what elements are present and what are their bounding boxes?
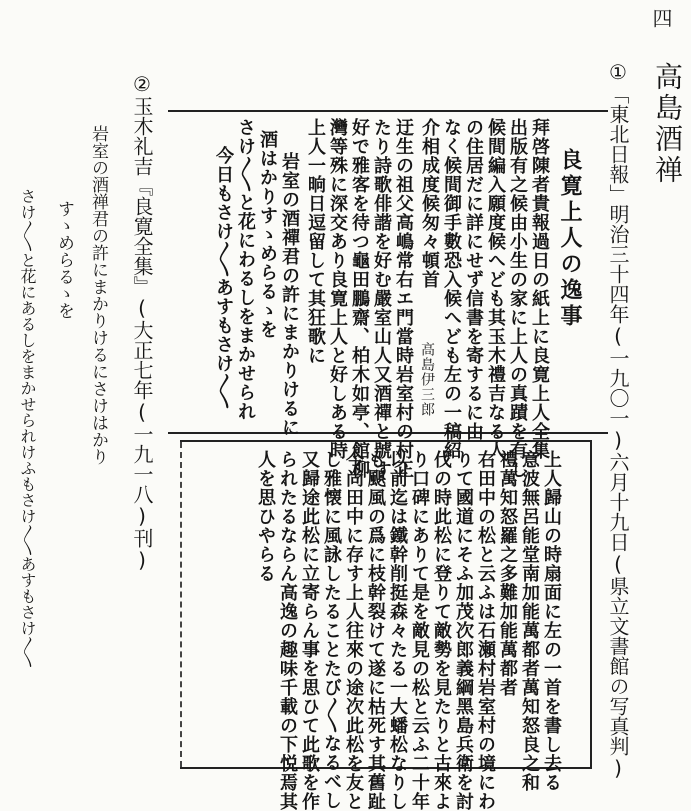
clip2-col: 伐の時此松に登りて敵勢を見たりと古來よ xyxy=(431,450,452,811)
clip1-col: 酒はかりすゝめらるゝを xyxy=(257,130,278,339)
clip1-col: 出版有之候由小生の家に上人の真蹟を有し xyxy=(507,118,528,479)
newspaper-clipping-1 xyxy=(168,110,608,479)
clip1-col: 拜啓陳者貴報過日の紙上に良寛上人全集 xyxy=(529,118,550,460)
page-number: 四 xyxy=(649,8,673,28)
clip2-col: 禮萬知怒羅之多難加能萬都者 xyxy=(497,450,518,697)
clip1-heading: 良寛上人の逸事 xyxy=(557,148,583,330)
note-1: ①「東北日報」明治三十四年(一九〇一)六月十九日(県立文書館の写真判) xyxy=(606,60,630,780)
clip1-col: たり詩歌俳諧を好む嚴室山人又酒禪と號す xyxy=(371,118,392,479)
poem-line-3: さけ〳〵と花にあるしをまかせられけふもさけ〳〵あすもさけ〳〵 xyxy=(18,188,37,668)
clip1-col: 今日もさけ〳〵あすもさけ〳〵 xyxy=(213,146,234,410)
clip2-col: 右田中の松と云ふは石瀬村岩室村の境にわ xyxy=(475,450,496,811)
clip1-col: なく候間御手數恐入候へども左の一稿紹 xyxy=(441,118,462,460)
poem-line-1: 岩室の酒禅君の許にまかりけるにさけはかり xyxy=(88,125,108,465)
clip2-col: も颶風の爲に枝幹裂けて遂に枯死す其舊趾 xyxy=(365,450,386,811)
clip1-col: さけ〳〵と花にわるしをまかせられ xyxy=(235,118,256,421)
clip1-col: の住居だに詳にせず信書を寄するに由 xyxy=(463,118,484,441)
page-title: 高島酒禅 xyxy=(651,62,684,186)
note-2: ②玉木礼吉『良寛全集』(大正七年(一九一八)刊) xyxy=(130,72,154,572)
clip2-col: 意波無呂能堂南加能萬都者萬知怒良之和 xyxy=(519,450,540,792)
clip1-col: 候間編入願度候へども其玉木禮吉なる人 xyxy=(485,118,506,460)
poem-line-2: すゝめらるゝを xyxy=(54,200,74,319)
clip2-col: られたるならん高逸の趣味千載の下悦焉其 xyxy=(277,450,298,811)
clip2-col: 又歸途此松に立寄らん事を思ひて此歌を作 xyxy=(299,450,320,811)
clip1-col: 灣等殊に深交あり良寛上人と好しある時 xyxy=(327,118,348,460)
clip1-col: 好で雅客を待つ龜田鵬齋、柏木如亭、館柳 xyxy=(349,118,370,479)
clip2-col: 以前迄は鐵幹削挺森々たる一大蟠松なりし xyxy=(387,450,408,811)
clip2-col: 上人歸山の時扇面に左の一首を書し去る xyxy=(541,450,562,792)
clip2-col: し雅懐に風詠したることたび〳〵なるべし xyxy=(321,450,342,810)
clip1-col: 上人一晌日逗留して其狂歌に xyxy=(305,118,326,365)
clip1-col: 迂生の祖父高嶋常右エ門當時岩室村の村正 xyxy=(393,118,414,479)
newspaper-clipping-2 xyxy=(180,440,592,811)
clip2-col: 今尚田中に存す上人往來の途次此松を友と xyxy=(343,450,364,811)
clip1-author: 高島伊三郎 xyxy=(419,342,435,417)
clip2-col: り口碑にありて是を敵見の松と云ふ二十年 xyxy=(409,450,430,811)
clip1-col: 岩室の酒禪君の許にまかりけるに xyxy=(279,152,300,437)
clip2-col: りて國道にそふ加茂次郎義綱黑島兵衛を討 xyxy=(453,450,474,811)
clip1-col: 介相成度候匆々頓首 xyxy=(419,118,440,289)
clip2-col: 人を思ひやらる xyxy=(255,450,276,583)
